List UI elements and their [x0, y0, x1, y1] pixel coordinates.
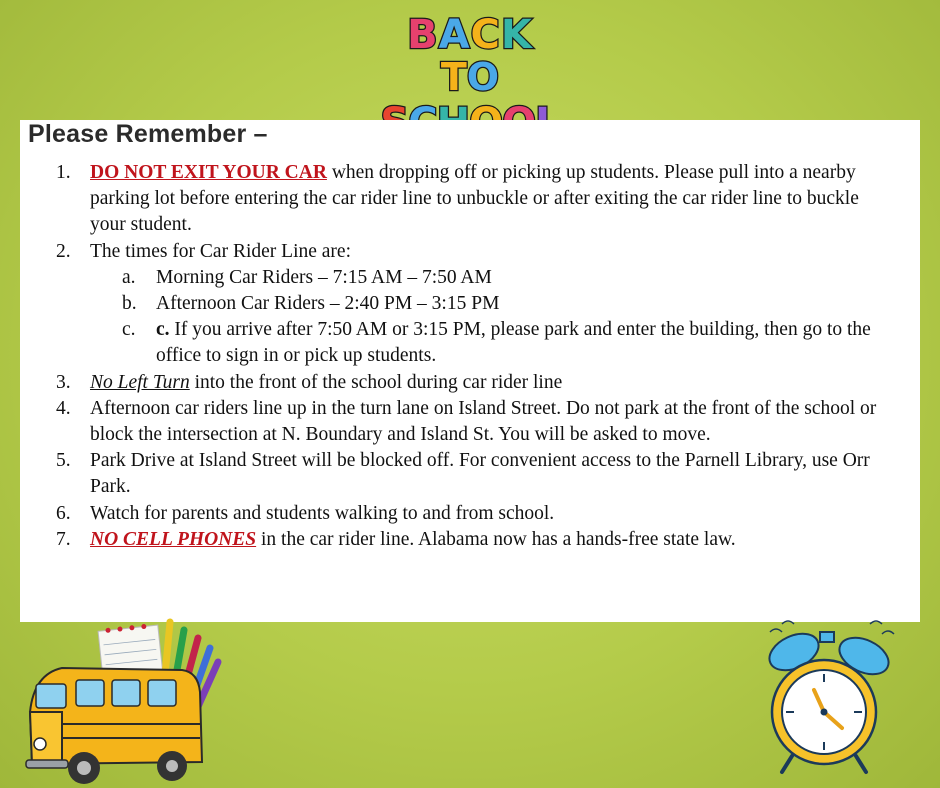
reminder-list: [20, 160, 920, 553]
reminder-panel: [20, 120, 920, 622]
list-item: 4. Afternoon car riders line up in the turn lane on Island Street. Do not park at the front of the school or block the intersection at N. Boundary and Island St. You will be asked to move.: [56, 397, 877, 446]
list-item: 3. No Left Turn into the front of the school during car rider line: [56, 371, 563, 393]
svg-text:BACK: BACK: [407, 12, 533, 58]
sub-list-item: c. c. If you arrive after 7:50 AM or 3:15 PM, please park and enter the building, then go to the office to sign in or pick up students.: [122, 319, 871, 367]
school-bus-icon: [22, 612, 232, 788]
sub-list-item: a. Morning Car Riders – 7:15 AM – 7:50 AM: [122, 266, 492, 288]
warning-text: NO CELL PHONES: [90, 528, 257, 550]
list-item: 5. Park Drive at Island Street will be blocked off. For convenient access to the Parnell Library, use Orr Park.: [56, 450, 870, 498]
alarm-clock-icon: [752, 610, 902, 780]
warning-text: No Left Turn: [90, 371, 190, 393]
page-title: Please Remember –: [28, 120, 268, 148]
warning-text: DO NOT EXIT YOUR CAR: [90, 162, 327, 183]
svg-text:TO: TO: [440, 55, 500, 99]
list-item: 6. Watch for parents and students walking to and from school.: [56, 502, 555, 524]
sub-list-item: b. Afternoon Car Riders – 2:40 PM – 3:15 PM: [122, 293, 500, 315]
list-item: 7. NO CELL PHONES in the car rider line. Alabama now has a hands-free state law.: [56, 528, 736, 550]
list-item: 1. DO NOT EXIT YOUR CAR when dropping off or picking up students. Please pull into a nearby parking lot before entering the car rider line to unbuckle or after exiting the car rider line to buckle your student.: [56, 162, 859, 236]
list-item: 2. The times for Car Rider Line are:: [56, 240, 351, 262]
logo-letter: B: [407, 12, 439, 58]
